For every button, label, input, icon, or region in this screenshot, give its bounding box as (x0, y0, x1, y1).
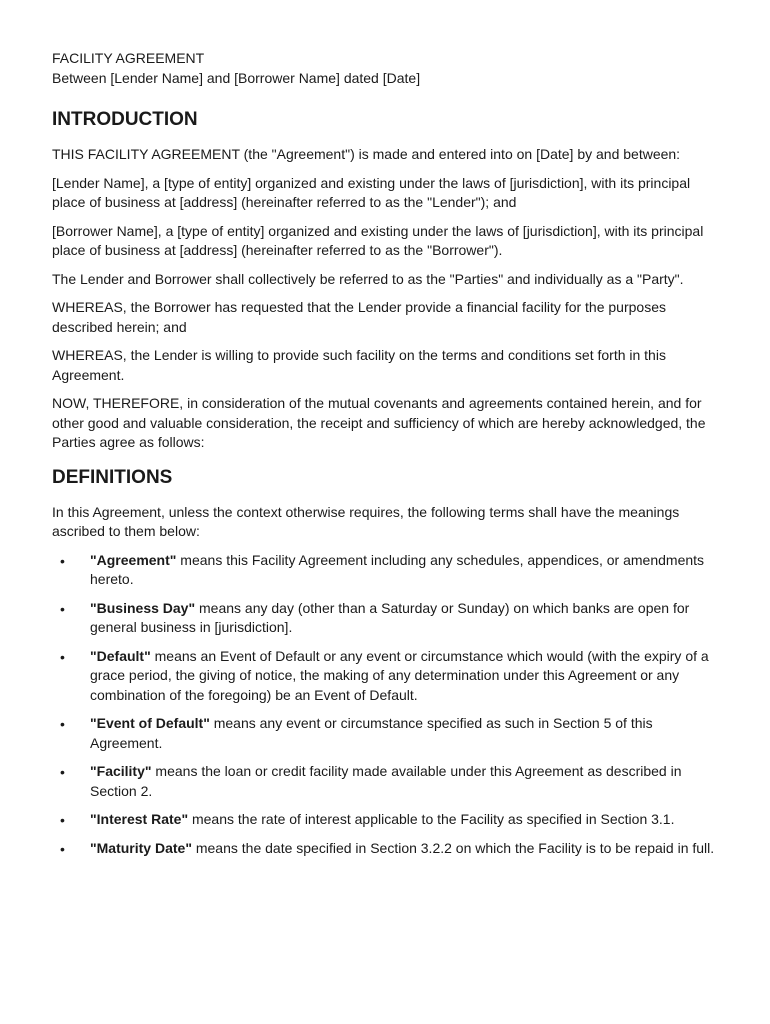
list-item (52, 762, 720, 801)
list-item (52, 647, 720, 706)
bullet-icon: • (60, 716, 65, 732)
definition-text: means the loan or credit facility made available under this Agreement as described in Section 2. (90, 763, 682, 799)
definition-term: "Facility" (90, 763, 152, 779)
intro-paragraph: The Lender and Borrower shall collectively be referred to as the "Parties" and individually as a "Party". (52, 270, 684, 287)
definition-term: "Business Day" (90, 599, 196, 616)
intro-paragraph: NOW, THEREFORE, in consideration of the mutual covenants and agreements contained herein, and for other good and valuable consideration, the receipt and sufficiency of which are hereby acknowledged, the Parties agree as follows: (52, 395, 706, 450)
document-subtitle: Between [Lender Name] and [Borrower Name] dated [Date] (52, 70, 421, 86)
definition-term: "Event of Default" (90, 715, 210, 731)
list-item (52, 551, 720, 590)
definition-text: means any day (other than a Saturday or Sunday) on which banks are open for general business in [jurisdiction]. (90, 599, 690, 635)
definitions-list (52, 551, 720, 859)
bullet-icon: • (60, 648, 65, 665)
list-item (52, 599, 720, 638)
intro-paragraph: WHEREAS, the Lender is willing to provide such facility on the terms and conditions set forth in this Agreement. (52, 347, 666, 383)
bullet-icon: • (60, 600, 65, 617)
bullet-icon: • (60, 552, 65, 569)
introduction-heading: INTRODUCTION (52, 109, 198, 130)
definition-text: means this Facility Agreement including any schedules, appendices, or amendments hereto. (90, 551, 705, 587)
definition-term: "Default" (90, 647, 151, 664)
definitions-section (52, 466, 720, 859)
introduction-section (52, 108, 720, 453)
definition-text: means the date specified in Section 3.2.2 on which the Facility is to be repaid in full. (191, 839, 715, 856)
definition-text: means an Event of Default or any event or circumstance which would (with the expiry of a grace period, the giving of notice, the making of any determination under this Agreement or any combination of the foregoing) be an Event of Default. (90, 647, 709, 703)
document-title: FACILITY AGREEMENT (52, 50, 205, 66)
intro-paragraph: WHEREAS, the Borrower has requested that the Lender provide a financial facility for the purposes described herein; and (52, 299, 666, 335)
intro-paragraph: THIS FACILITY AGREEMENT (the "Agreement") is made and entered into on [Date] by and between: (52, 146, 681, 162)
definition-term: "Agreement" (90, 551, 177, 568)
definition-term: "Maturity Date" (90, 839, 192, 856)
intro-paragraph: [Borrower Name], a [type of entity] organized and existing under the laws of [jurisdiction], with its principal place of business at [address] (hereinafter referred to as the "Borrower"). (52, 222, 704, 258)
bullet-icon: • (60, 812, 65, 828)
definitions-heading: DEFINITIONS (52, 466, 173, 488)
bullet-icon: • (60, 840, 65, 857)
document-page (52, 48, 720, 867)
list-item (52, 714, 720, 753)
definition-text: means the rate of interest applicable to the Facility as specified in Section 3.1. (188, 811, 675, 827)
definition-text: means any event or circumstance specified as such in Section 5 of this Agreement. (90, 715, 653, 751)
intro-paragraph: [Lender Name], a [type of entity] organized and existing under the laws of [jurisdiction], with its principal place of business at [address] (hereinafter referred to as the "Lender"); and (52, 174, 691, 210)
definition-term: "Interest Rate" (90, 811, 189, 827)
bullet-icon: • (60, 764, 65, 780)
definitions-intro: In this Agreement, unless the context otherwise requires, the following terms shall have the meanings ascribed to them below: (52, 503, 680, 539)
list-item (52, 810, 720, 830)
list-item (52, 839, 720, 859)
